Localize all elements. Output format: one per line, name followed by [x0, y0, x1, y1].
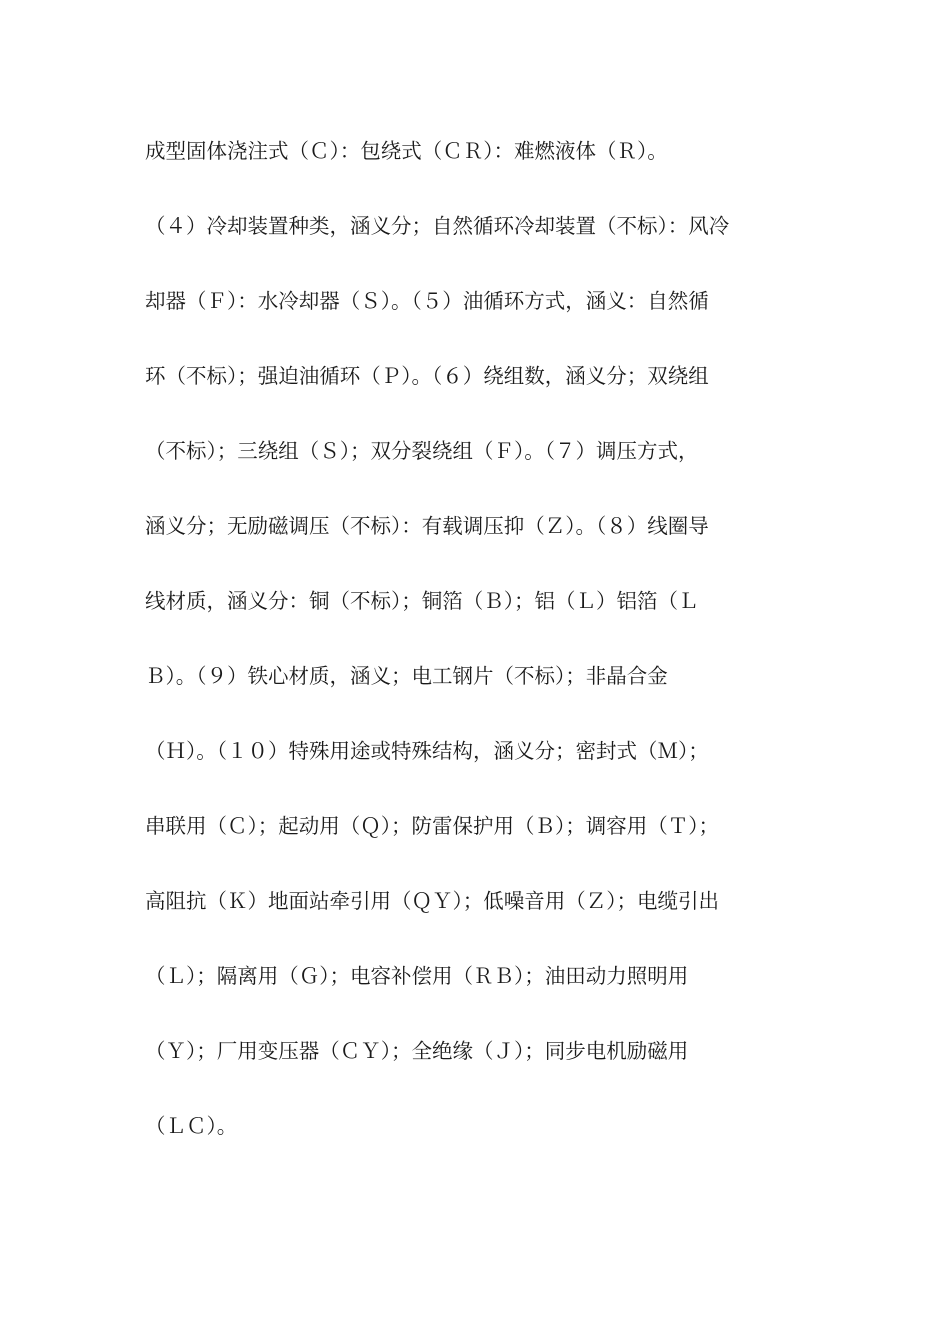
- text-line: 涵义分；无励磁调压（不标）：有载调压抑（Ｚ）。（８）线圈导: [145, 514, 709, 538]
- text-line: 环（不标）；强迫油循环（Ｐ）。（６）绕组数，涵义分；双绕组: [145, 364, 709, 388]
- text-line: （Ｈ）。（１０）特殊用途或特殊结构，涵义分；密封式（Ｍ）；: [145, 739, 709, 763]
- text-line: （４）冷却装置种类，涵义分；自然循环冷却装置（不标）：风冷: [145, 214, 730, 238]
- text-line: （不标）；三绕组（Ｓ）；双分裂绕组（Ｆ）。（７）调压方式，: [145, 439, 699, 463]
- text-line: （ＬＣ）。: [145, 1114, 238, 1138]
- text-line: （Ｌ）；隔离用（Ｇ）；电容补偿用（ＲＢ）；油田动力照明用: [145, 964, 689, 988]
- body-text: [145, 132, 825, 1182]
- text-line: Ｂ）。（９）铁心材质，涵义；电工钢片（不标）；非晶合金: [145, 664, 668, 688]
- text-line: 串联用（Ｃ）；起动用（Ｑ）；防雷保护用（Ｂ）；调容用（Ｔ）；: [145, 814, 719, 838]
- text-line: 却器（Ｆ）：水冷却器（Ｓ）。（５）油循环方式，涵义：自然循: [145, 289, 709, 313]
- text-line: 高阻抗（Ｋ）地面站牵引用（ＱＹ）；低噪音用（Ｚ）；电缆引出: [145, 889, 719, 913]
- text-line: 线材质，涵义分：铜（不标）；铜箔（Ｂ）；铝（Ｌ）铝箔（Ｌ: [145, 589, 699, 613]
- text-line: 成型固体浇注式（Ｃ）：包绕式（ＣＲ）：难燃液体（Ｒ）。: [145, 139, 668, 163]
- text-line: （Ｙ）；厂用变压器（ＣＹ）；全绝缘（Ｊ）；同步电机励磁用: [145, 1039, 689, 1063]
